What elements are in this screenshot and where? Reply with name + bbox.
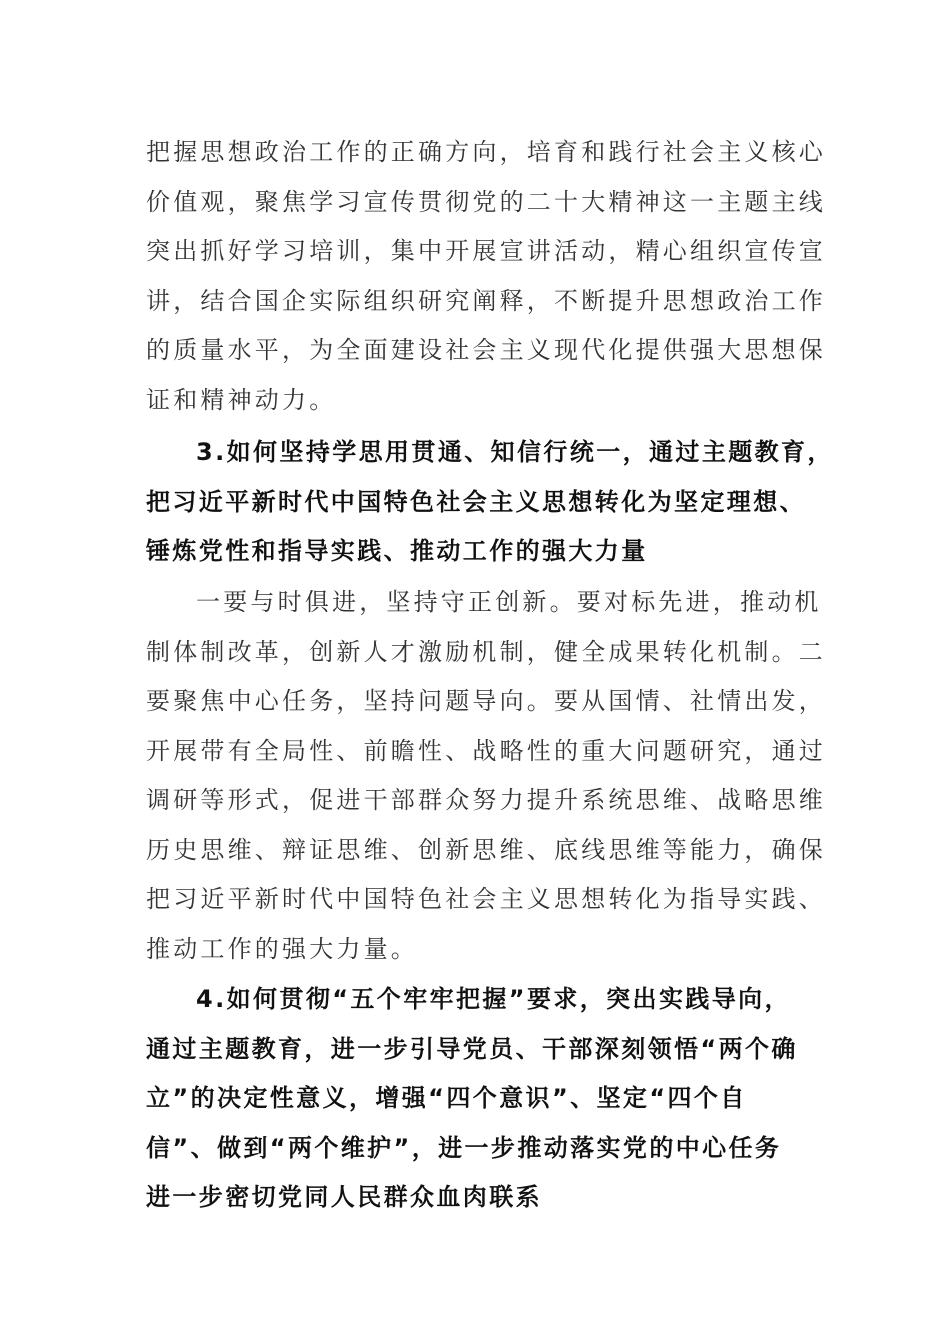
text-line: 开展带有全局性、前瞻性、战略性的重大问题研究，通过 xyxy=(146,736,826,765)
text-line: 调研等形式，促进干部群众努力提升系统思维、战略思维 xyxy=(146,786,826,814)
text-line: 制体制改革，创新人才激励机制，健全成果转化机制。二 xyxy=(146,637,826,666)
text-line: 一要与时俱进，坚持守正创新。要对标先进，推动机 xyxy=(196,588,822,616)
text-line: 要聚焦中心任务，坚持问题导向。要从国情、社情出发， xyxy=(146,687,826,715)
text-line: 突出抓好学习培训，集中开展宣讲活动，精心组织宣传宣 xyxy=(146,237,826,265)
text-line: 历史思维、辩证思维、创新思维、底线思维等能力，确保 xyxy=(146,835,826,864)
heading-line: 进一步密切党同人民群众血肉联系 xyxy=(146,1183,542,1211)
heading-line: 3.如何坚持学思用贯通、知信行统一，通过主题教育， xyxy=(196,438,834,466)
text-line: 推动工作的强大力量。 xyxy=(146,934,418,963)
paragraph-keep-pace xyxy=(146,578,826,974)
text-line: 讲，结合国企实际组织研究阐释，不断提升思想政治工作 xyxy=(146,286,826,315)
section-heading-3 xyxy=(146,428,834,577)
heading-line: 立”的决定性意义，增强“四个意识”、坚定“四个自 xyxy=(146,1084,747,1112)
text-line: 把握思想政治工作的正确方向，培育和践行社会主义核心 xyxy=(146,138,826,166)
text-line: 价值观，聚焦学习宣传贯彻党的二十大精神这一主题主线 xyxy=(146,187,826,216)
heading-line: 4.如何贯彻“五个牢牢把握”要求，突出实践导向， xyxy=(196,985,791,1013)
heading-line: 锤炼党性和指导实践、推动工作的强大力量 xyxy=(146,537,648,565)
text-line: 的质量水平，为全面建设社会主义现代化提供强大思想保 xyxy=(146,336,826,364)
heading-line: 信”、做到“两个维护”，进一步推动落实党的中心任务 xyxy=(146,1133,782,1162)
paragraph-ideological-work xyxy=(146,128,826,425)
text-line: 把习近平新时代中国特色社会主义思想转化为指导实践、 xyxy=(146,885,826,913)
section-heading-4 xyxy=(146,975,826,1223)
text-line: 证和精神动力。 xyxy=(146,385,337,414)
heading-line: 把习近平新时代中国特色社会主义思想转化为坚定理想、 xyxy=(146,487,806,516)
heading-line: 通过主题教育，进一步引导党员、干部深刻领悟“两个确 xyxy=(146,1034,798,1063)
